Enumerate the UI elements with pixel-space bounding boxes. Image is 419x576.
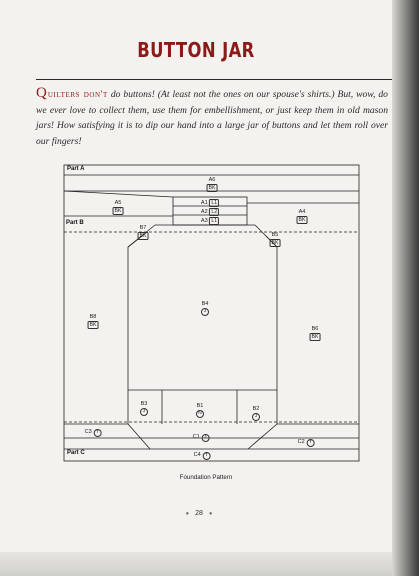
fabric-code: BK: [311, 334, 319, 340]
piece-a2: [201, 208, 219, 216]
fabric-code: BK: [271, 240, 279, 246]
piece-b6: [310, 326, 321, 341]
fabric-code: T: [93, 429, 101, 437]
piece-b4: [201, 301, 209, 316]
part-a-label: Part A: [67, 166, 85, 172]
fabric-code: BK: [208, 185, 216, 191]
piece-label: B7: [139, 225, 147, 231]
piece-label: B8: [89, 314, 97, 320]
fabric-code: BK: [298, 217, 306, 223]
piece-label: C3: [84, 429, 92, 435]
intro-body: do buttons! (At least not the ones on our spouse's shirts.) But, wow, do we ever love to collect them, use them for embellishment, or just keep them in old mason jars! How satisfying it is to dip our hand into a large jar of buttons and let them roll over our fingers!: [36, 89, 388, 147]
piece-label: C1: [192, 434, 200, 440]
fabric-code: T: [202, 452, 210, 460]
fabric-code: J: [201, 308, 209, 316]
piece-a6: [207, 177, 218, 192]
piece-label: A4: [298, 209, 306, 215]
fabric-code: J: [252, 413, 260, 421]
fabric-code: BK: [89, 322, 97, 328]
fabric-code: L2: [211, 209, 218, 215]
fabric-code: T: [306, 439, 314, 447]
fabric-code: BK: [139, 233, 147, 239]
piece-label: A5: [114, 200, 122, 206]
fabric-code: J: [140, 408, 148, 416]
fabric-code: N: [196, 410, 204, 418]
piece-label: B4: [201, 301, 209, 307]
piece-label: A2: [200, 209, 208, 215]
intro-lead-words: uilters don't: [47, 89, 108, 100]
fabric-code: L1: [211, 218, 218, 224]
piece-c2: [298, 439, 315, 447]
fabric-code: BK: [114, 208, 122, 214]
piece-c1: [193, 434, 210, 442]
piece-label: A6: [208, 177, 216, 183]
piece-label: B3: [140, 401, 148, 407]
a5-top-slope: [64, 191, 173, 197]
c-left-slope: [128, 424, 150, 449]
piece-b2: [252, 406, 260, 421]
page-title: BUTTON JAR: [137, 38, 255, 62]
part-c-label: Part C: [67, 450, 85, 456]
piece-b1: [196, 403, 204, 418]
piece-label: B6: [311, 326, 319, 332]
piece-a1: [201, 199, 219, 207]
diagram-caption: Foundation Pattern: [179, 474, 233, 481]
piece-label: A1: [200, 200, 208, 206]
piece-b7: [138, 225, 149, 240]
piece-label: B5: [271, 232, 279, 238]
piece-a5: [113, 200, 124, 215]
fabric-code: L1: [211, 200, 218, 206]
bullet-icon: ●: [185, 511, 190, 517]
piece-c4: [194, 452, 211, 460]
piece-a4: [297, 209, 308, 224]
piece-a3: [201, 217, 219, 225]
piece-label: A3: [200, 218, 208, 224]
piece-label: C4: [193, 452, 201, 458]
piece-label: B2: [252, 406, 260, 412]
page-number-value: 28: [195, 510, 203, 517]
bullet-icon: ●: [208, 511, 213, 517]
piece-label: C2: [297, 439, 305, 445]
piece-c3: [85, 429, 102, 437]
page-number: [0, 510, 398, 517]
piece-b5: [270, 232, 281, 247]
piece-label: B1: [196, 403, 204, 409]
c-right-slope: [248, 424, 277, 449]
intro-drop-cap: Q: [36, 85, 48, 101]
piece-b3: [140, 401, 148, 416]
piece-b8: [88, 314, 99, 329]
part-b-label: Part B: [66, 220, 84, 226]
fabric-code: J: [201, 434, 209, 442]
